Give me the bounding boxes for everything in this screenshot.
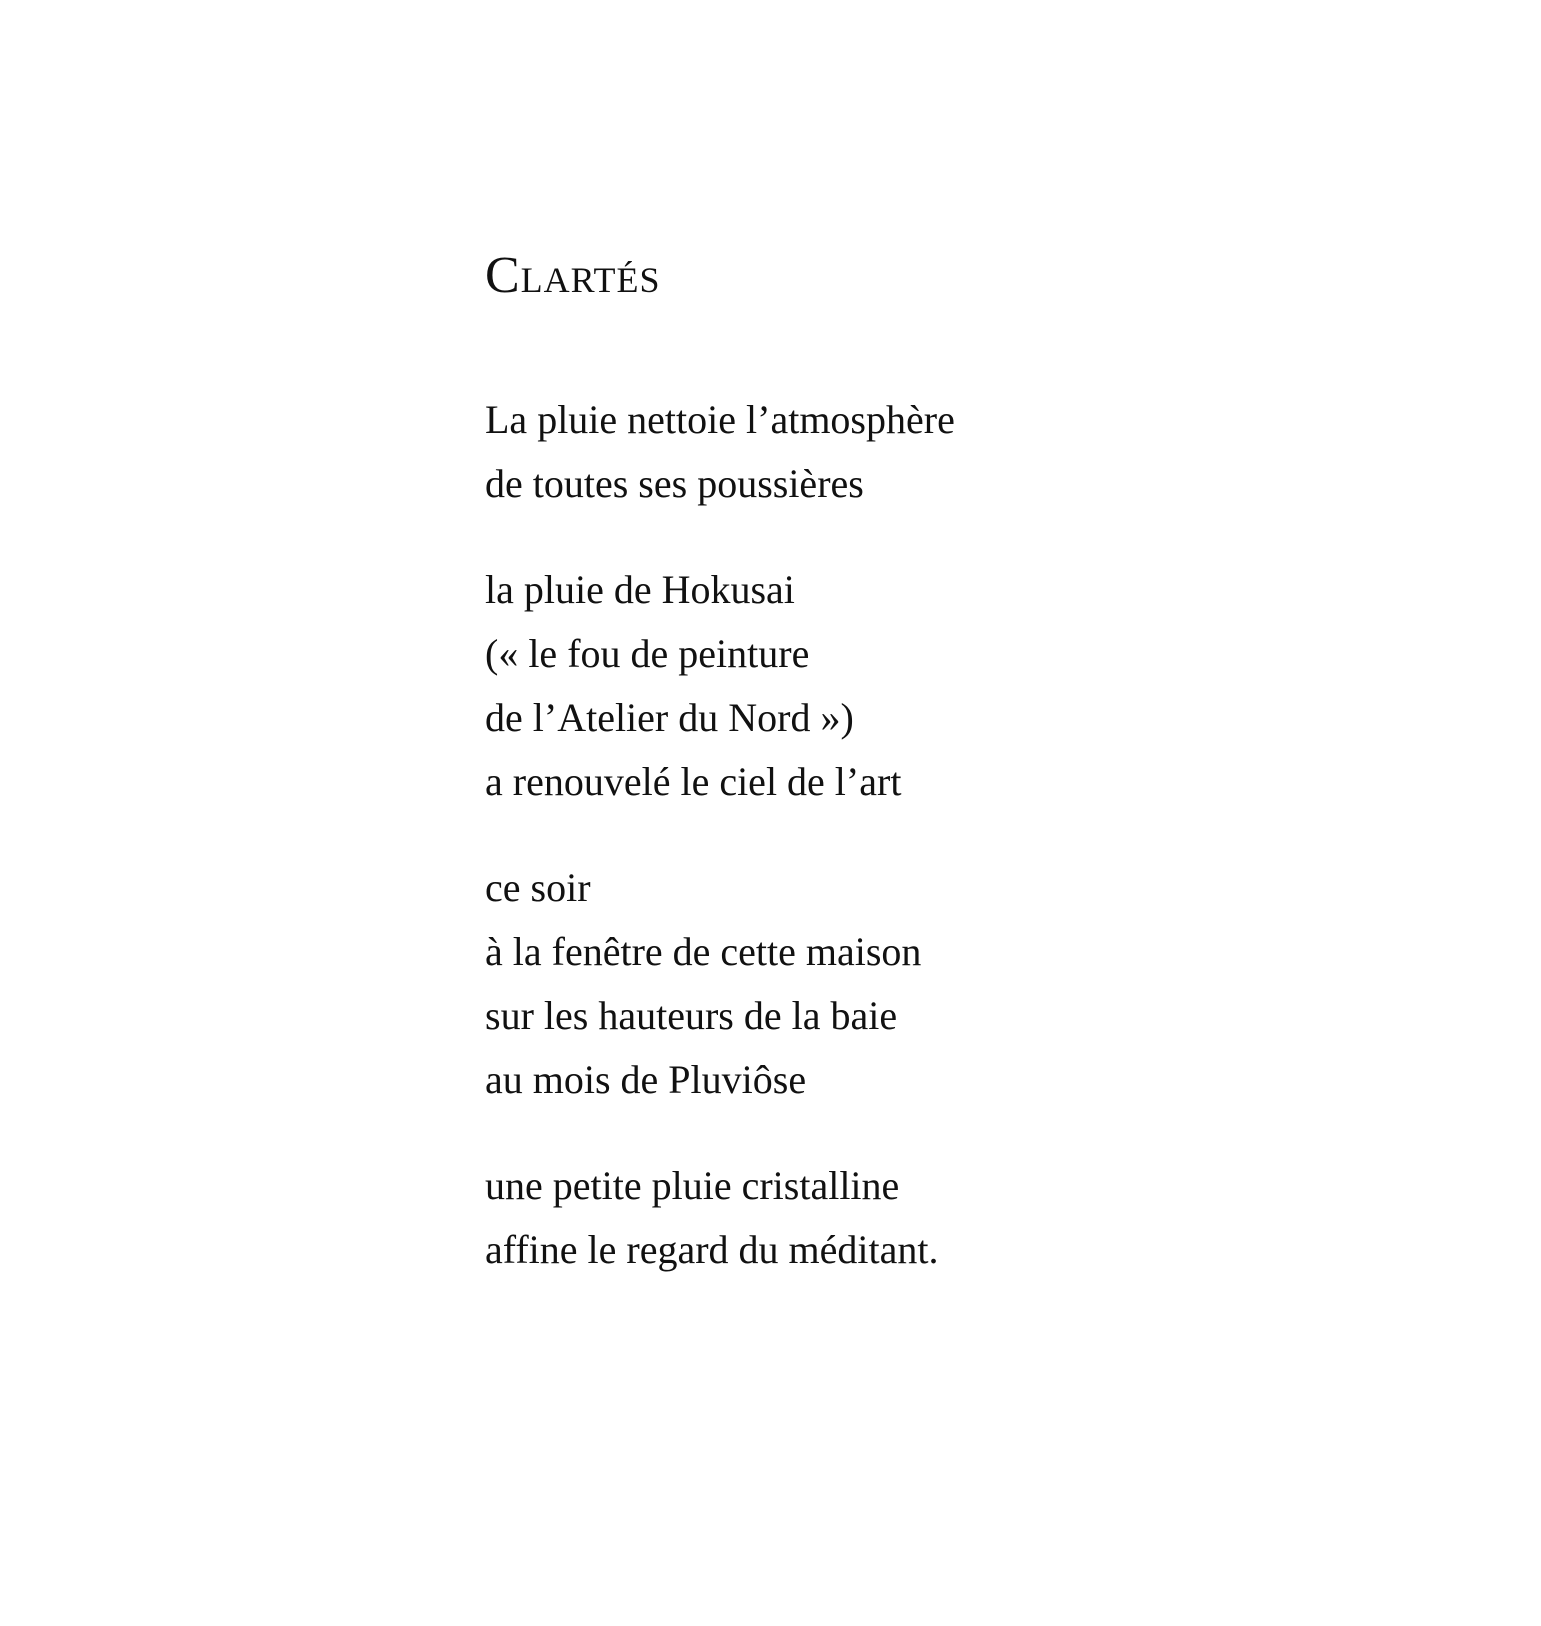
poem-line: au mois de Pluviôse: [485, 1057, 807, 1102]
poem-line: la pluie de Hokusai: [485, 567, 795, 612]
stanza: [485, 1154, 1305, 1282]
poem-line: à la fenêtre de cette maison: [485, 929, 922, 974]
poem-line: de l’Atelier du Nord »): [485, 695, 854, 740]
poem-title: Clartés: [485, 247, 661, 304]
poem-line: affine le regard du méditant.: [485, 1227, 939, 1272]
poem-line: La pluie nettoie l’atmosphère: [485, 397, 955, 442]
poem-line: a renouvelé le ciel de l’art: [485, 759, 902, 804]
stanza: [485, 388, 1305, 516]
poem-line: une petite pluie cristalline: [485, 1163, 900, 1208]
stanza: [485, 856, 1305, 1112]
poem-body: [485, 388, 1305, 1282]
poem-line: ce soir: [485, 865, 591, 910]
poem-line: de toutes ses poussières: [485, 461, 864, 506]
stanza: [485, 558, 1305, 814]
poem-line: (« le fou de peinture: [485, 631, 810, 676]
poem-line: sur les hauteurs de la baie: [485, 993, 898, 1038]
poem: [485, 246, 1305, 1324]
